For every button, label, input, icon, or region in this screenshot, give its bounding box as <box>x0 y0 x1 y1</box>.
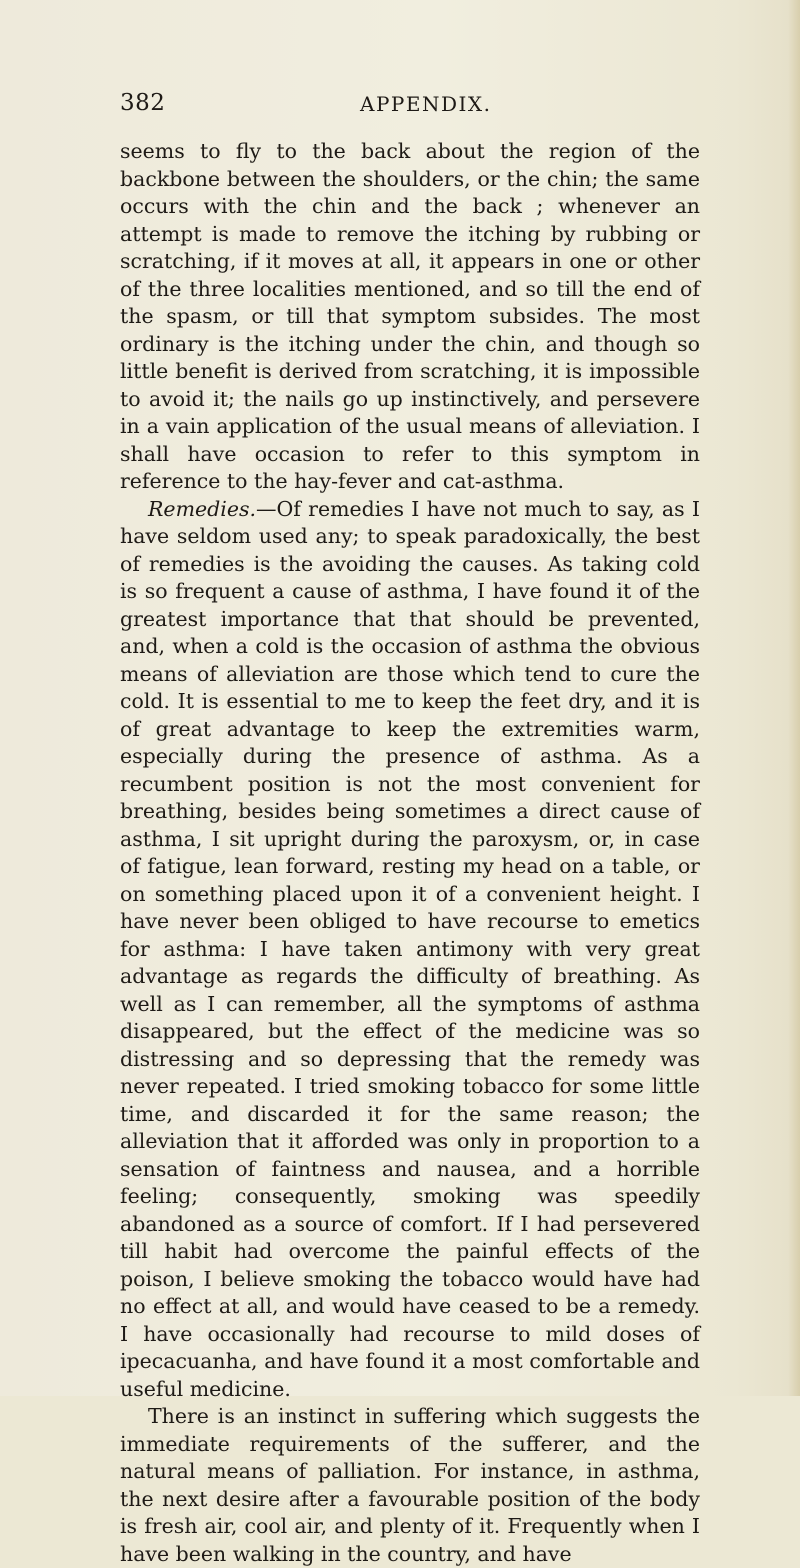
paragraph-continued: seems to fly to the back about the region of the backbone between the shoulders, or the chin; the same occurs with the chin and the back ; whenever an attempt is made to remove the itching by rubbing or scratching, if it moves at all, it appears in one or other of the three localities mentioned, and so till the end of the spasm, or till that symptom subsides. The most ordinary is the itching under the chin, and though so little benefit is derived from scratching, it is impossible to avoid it; the nails go up instinctively, and persevere in a vain application of the usual means of alleviation. I shall have occasion to refer to this symptom in reference to the hay-fever and cat-asthma. <box>120 139 700 493</box>
page-number: 382 <box>120 90 166 116</box>
paragraph-instinct: There is an instinct in suffering which suggests the immediate requirements of the sufferer, and the natural means of palliation. For instance, in asthma, the next desire after a favourable position of the body is fresh air, cool air, and plenty of it. Frequently when I have been walking in the country, and have <box>120 1404 700 1566</box>
running-head: APPENDIX. <box>360 92 492 116</box>
remedies-text: —Of remedies I have not much to say, as I have seldom used any; to speak paradoxically, the best of remedies is the avoiding the causes. As taking cold is so frequent a cause of asthma, I have found it of the greatest importance that that should be prevented, and, when a cold is the occasion of asthma the obvious means of alleviation are those which tend to cure the cold. It is essential to me to keep the feet dry, and it is of great advantage to keep the extremities warm, especially during the presence of asthma. As a recumbent position is not the most convenient for breathing, besides being sometimes a direct cause of asthma, I sit upright during the paroxysm, or, in case of fatigue, lean forward, resting my head on a table, or on something placed upon it of a convenient height. I have never been obliged to have recourse to emetics for asthma: I have taken antimony with very great advantage as regards the difficulty of breathing. As well as I can remember, all the symptoms of asthma disappeared, but the effect of the medicine was so distressing and so depressing that the remedy was never repeated. I tried smoking tobacco for some little time, and discarded it for the same reason; the alleviation that it afforded was only in proportion to a sensation of faintness and nausea, and a horrible feeling; consequently, smoking was speedily abandoned as a source of comfort. If I had persevered till habit had overcome the painful effects of the poison, I believe smoking the tobacco would have had no effect at all, and would have ceased to be a remedy. I have occasionally had recourse to mild doses of ipecacuanha, and have found it a most comfortable and useful medicine. <box>120 496 700 1401</box>
page-header <box>120 90 700 120</box>
remedies-heading: Remedies. <box>148 496 256 521</box>
page-edge-shadow <box>788 0 800 1396</box>
body-text <box>120 138 700 1568</box>
paragraph-remedies <box>120 496 700 1404</box>
